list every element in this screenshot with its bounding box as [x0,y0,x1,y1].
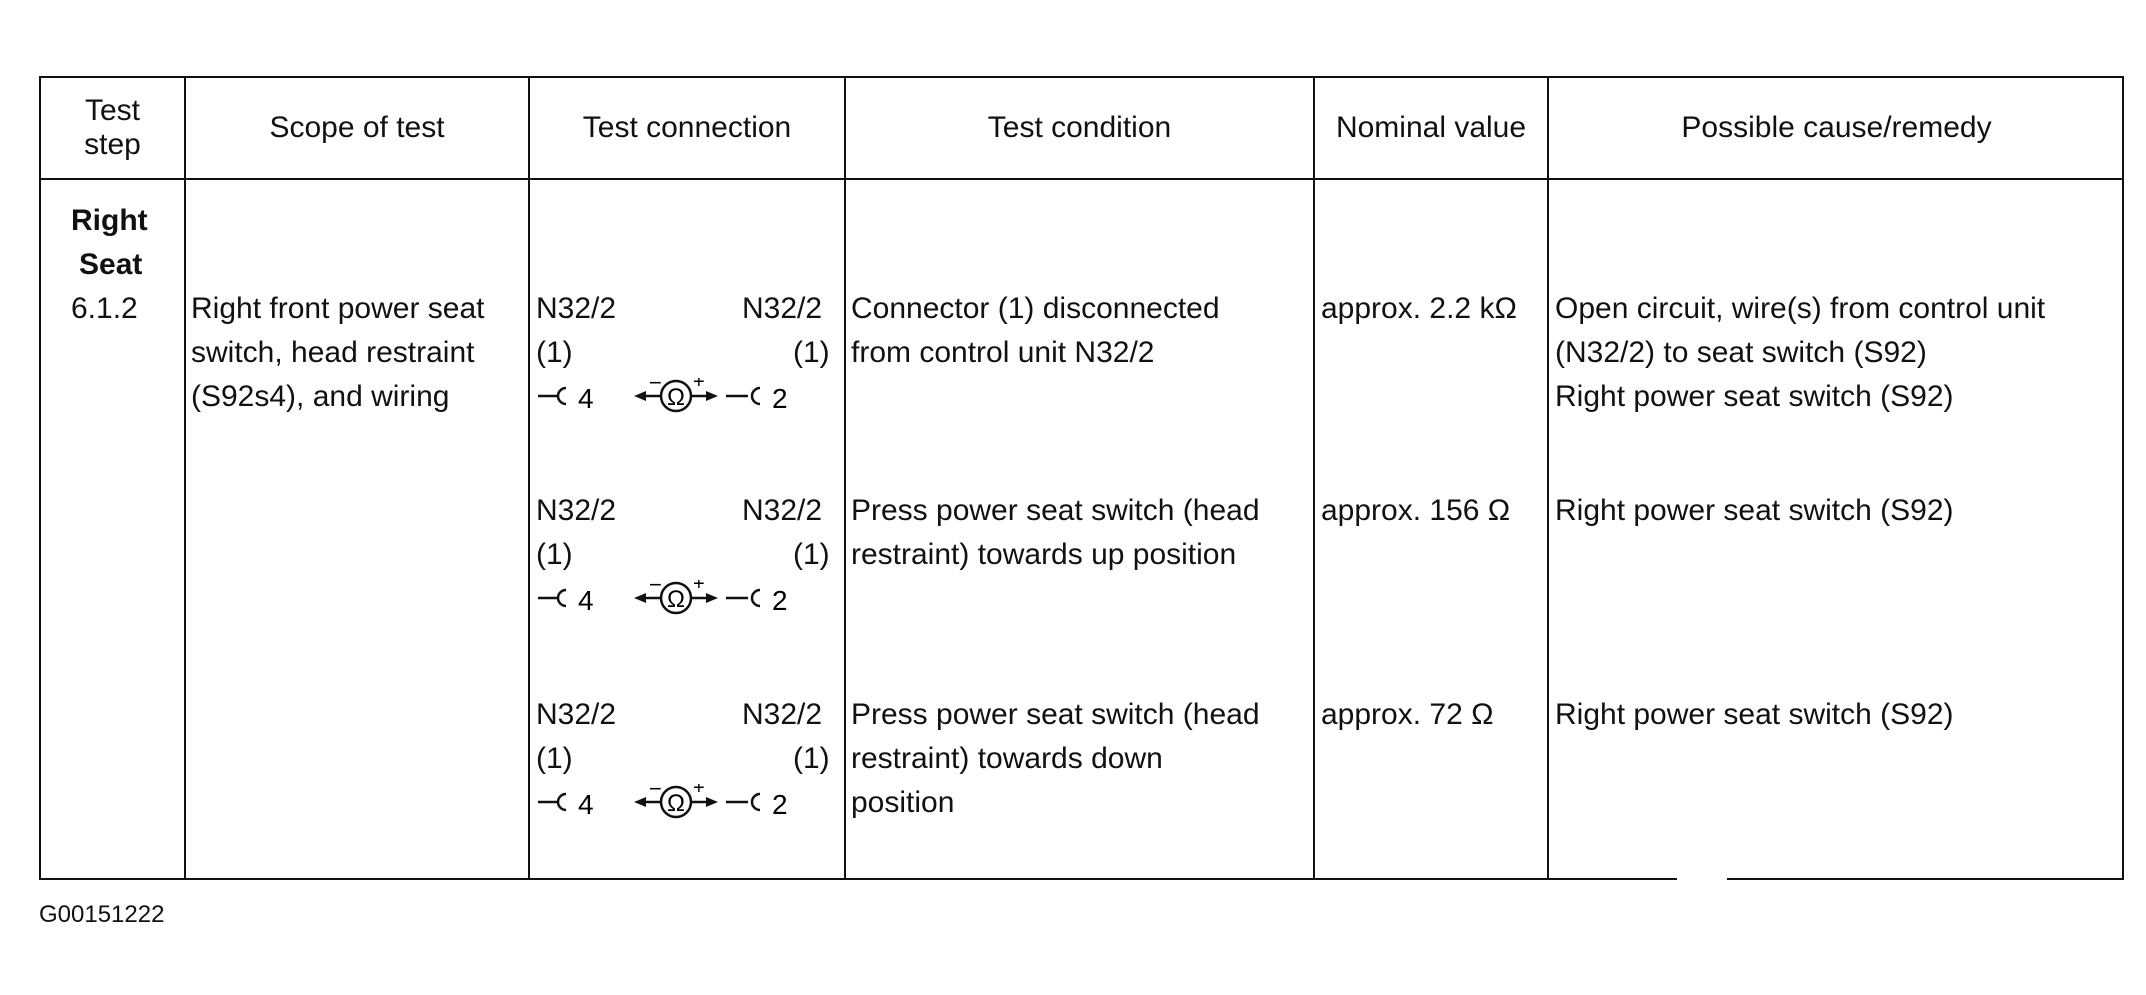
scope-line: switch, head restraint [191,336,475,369]
svg-text:+: + [693,378,705,393]
connection-left-name: N32/2 [536,292,617,325]
connection-right-connector: (1) [793,336,830,369]
nominal-value: approx. 156 Ω [1321,494,1511,527]
condition-line: restraint) towards down [851,742,1163,775]
pin-right: 2 [772,383,788,414]
column-divider [184,78,186,878]
section-title-right: Right [71,204,148,237]
scope-line: (S92s4), and wiring [191,380,450,413]
condition-line: Press power seat switch (head [851,698,1260,731]
ohmmeter-icon [536,784,836,824]
svg-text:+: + [693,580,705,595]
cause-line: Open circuit, wire(s) from control unit [1555,292,2046,325]
connection-left-name: N32/2 [536,494,617,527]
ohmmeter-connection-diagram [536,378,836,418]
header-connection: Test connection [582,111,792,144]
cause-line: Right power seat switch (S92) [1555,698,1954,731]
svg-text:+: + [693,784,705,799]
column-divider [1547,78,1549,878]
header-test-step: Test step [84,94,141,161]
header-cause: Possible cause/remedy [1681,111,1992,144]
connection-left-name: N32/2 [536,698,617,731]
ohmmeter-icon [536,378,836,418]
pin-left: 4 [578,585,594,616]
condition-line: Press power seat switch (head [851,494,1260,527]
svg-text:−: − [649,378,662,395]
column-divider [528,78,530,878]
header-scope: Scope of test [269,111,445,144]
nominal-value: approx. 2.2 kΩ [1321,292,1517,325]
header-nominal: Nominal value [1335,111,1527,144]
ohmmeter-icon [536,580,836,620]
svg-text:−: − [649,784,662,801]
condition-line: from control unit N32/2 [851,336,1155,369]
svg-text:Ω: Ω [667,384,685,411]
header-divider [41,178,2122,180]
cause-line: (N32/2) to seat switch (S92) [1555,336,1927,369]
pin-left: 4 [578,383,594,414]
svg-text:Ω: Ω [667,790,685,817]
connection-right-connector: (1) [793,742,830,775]
column-divider [1313,78,1315,878]
connection-left-connector: (1) [536,742,573,775]
condition-line: restraint) towards up position [851,538,1237,571]
connection-right-name: N32/2 [742,698,823,731]
header-condition: Test condition [987,111,1172,144]
test-table [39,76,2124,880]
connection-left-connector: (1) [536,538,573,571]
column-divider [844,78,846,878]
cause-line: Right power seat switch (S92) [1555,380,1954,413]
nominal-value: approx. 72 Ω [1321,698,1494,731]
ohmmeter-connection-diagram [536,784,836,824]
connection-right-name: N32/2 [742,494,823,527]
pin-right: 2 [772,789,788,820]
connection-right-name: N32/2 [742,292,823,325]
figure-code: G00151222 [39,901,165,928]
border-gap [1677,878,1727,882]
section-title-seat: Seat [79,248,143,281]
cause-line: Right power seat switch (S92) [1555,494,1954,527]
svg-text:Ω: Ω [667,586,685,613]
pin-left: 4 [578,789,594,820]
pin-right: 2 [772,585,788,616]
test-step-number: 6.1.2 [71,292,138,325]
svg-text:−: − [649,580,662,597]
condition-line: position [851,786,955,819]
scope-line: Right front power seat [191,292,485,325]
condition-line: Connector (1) disconnected [851,292,1220,325]
connection-right-connector: (1) [793,538,830,571]
ohmmeter-connection-diagram [536,580,836,620]
connection-left-connector: (1) [536,336,573,369]
